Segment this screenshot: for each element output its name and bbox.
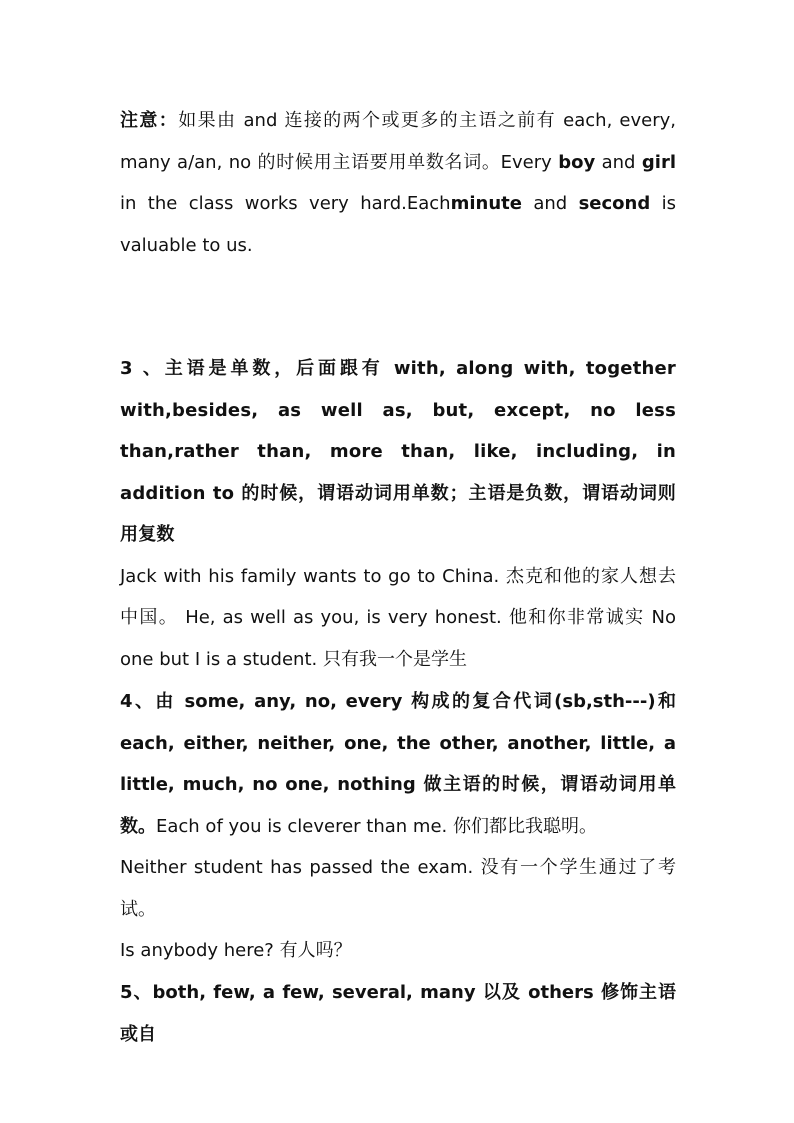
note-section <box>120 100 676 266</box>
section-4-example-3: Is anybody here? 有人吗？ <box>120 940 352 961</box>
note-bold-minute: minute <box>450 193 522 214</box>
section-4-example-2: Neither student has passed the exam. 没有一个学生通过了考试。 <box>120 857 676 920</box>
note-bold-boy: boy <box>558 151 596 173</box>
note-text-5: is valuable to us. <box>120 193 676 256</box>
note-paragraph <box>120 100 676 266</box>
note-text-2: and <box>595 151 642 173</box>
section-4 <box>120 681 676 972</box>
section-4-paragraph <box>120 681 676 847</box>
section-4-heading: 4、由 some, any, no, every 构成的复合代词(sb,sth---)和 each, either, neither, one, the other, another, little, a little, much, no one, nothing 做主语的时候，谓语动词用单数。 <box>120 691 676 837</box>
note-text-1: 如果由 and 连接的两个或更多的主语之前有 each, every, many a/an, no 的时候用主语要用单数名词。Every <box>120 110 676 173</box>
note-text-3: in the class works very hard.Each <box>120 193 451 214</box>
note-label: 注意： <box>120 110 179 131</box>
note-bold-second: second <box>578 193 651 214</box>
section-3-heading: 3 、主语是单数，后面跟有 with, along with, together with,besides, as well as, but, except, no less than,rather than, more than, like, including, in addition to 的时候，谓语动词用单数；主语是负数，谓语动词则用复数 <box>120 358 676 545</box>
note-bold-girl: girl <box>641 151 676 173</box>
section-5 <box>120 972 676 1055</box>
section-3 <box>120 348 676 680</box>
section-4-example-1: Each of you is cleverer than me. 你们都比我聪明。 <box>156 815 597 837</box>
section-3-example: Jack with his family wants to go to China. 杰克和他的家人想去中国。 He, as well as you, is very honest. 他和你非常诚实 No one but I is a student. 只有我一个是学生 <box>120 565 676 670</box>
note-text-4: and <box>521 193 579 214</box>
section-5-heading: 5、both, few, a few, several, many 以及 others 修饰主语或自 <box>120 982 676 1045</box>
